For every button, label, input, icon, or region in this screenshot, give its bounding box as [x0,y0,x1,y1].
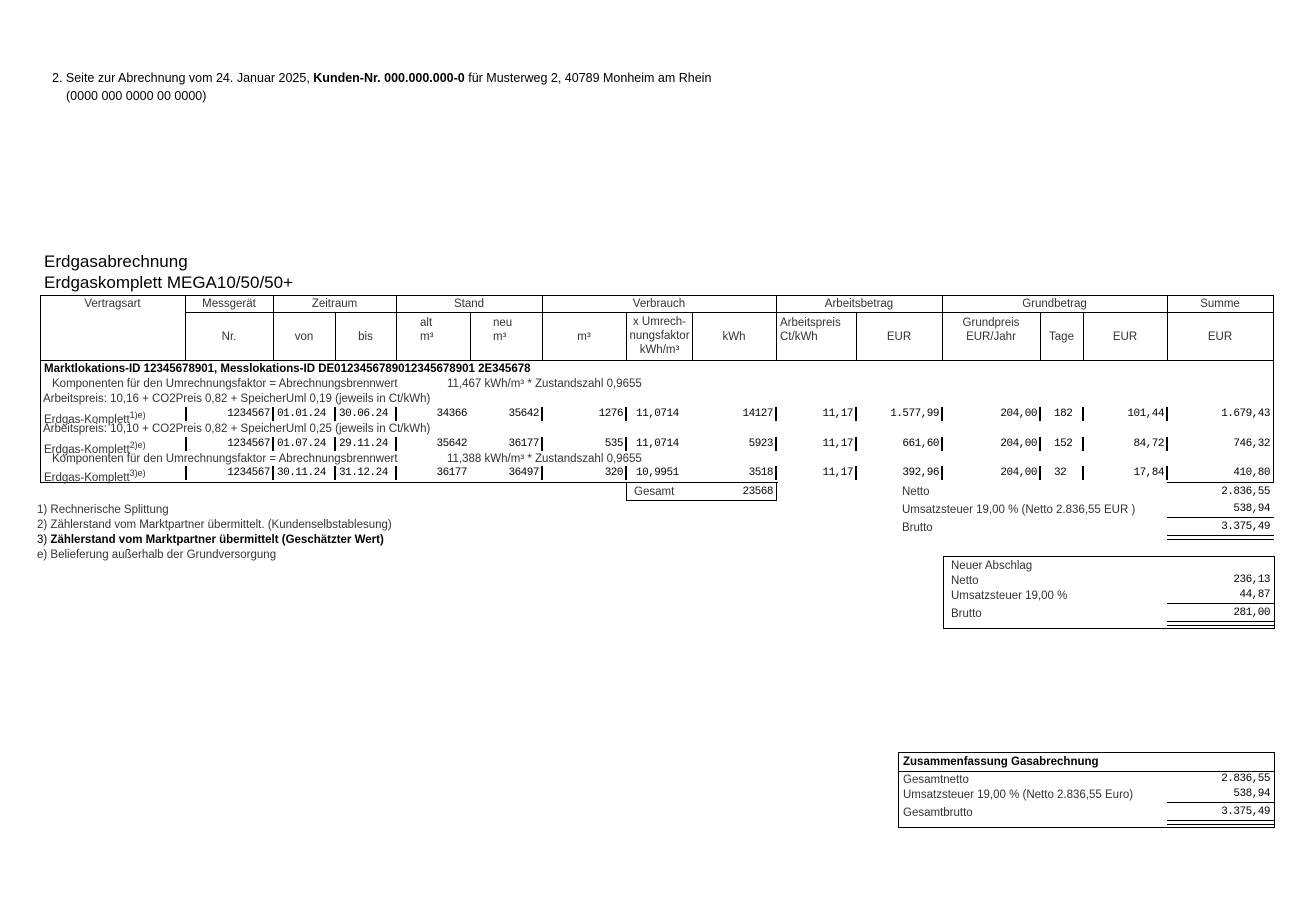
sub-kwh: kWh [722,331,746,343]
row-art: Erdgas-Komplett$^{3)e)}$ [44,468,146,484]
sub-neu: neu [493,317,513,329]
umrechnung-components-1: Komponenten für den Umrechnungsfaktor = Abrechnungsbrennwert [52,378,398,390]
cell-alt: 34366 [436,408,467,420]
cell-arbeitspreis: 11,17 [822,408,853,420]
sub-umrechnung-2: nungsfaktor [629,330,690,342]
ust-value: 538,94 [1233,503,1270,515]
cell-von: 01.07.24 [277,438,326,450]
gesamt-kwh: 23568 [742,486,773,498]
abschlag-brutto-label: Brutto [951,608,982,620]
sub-grundpreis: Grundpreis [962,317,1020,329]
sub-m3: m³ [577,331,591,343]
cell-grundpreis: 204,00 [1000,467,1037,479]
invoice-header-line [52,71,711,85]
abschlag-ust-value: 44,87 [1239,589,1270,601]
sub-umrechnung-3: kWh/m³ [639,344,680,356]
col-messgeraet: Messgerät [202,298,256,310]
page-title: Erdgasabrechnung [44,252,188,271]
cell-von: 01.01.24 [277,408,326,420]
cell-kwh: 3518 [748,467,773,479]
umrechnung-values-2: 11,388 kWh/m³ * Zustandszahl 0,9655 [447,453,642,465]
sub-umrechnung-1: x Umrech- [632,316,687,328]
marktlokation-line: Marktlokations-ID 12345678901, Messlokations-ID DE0123456789012345678901 2E345678 [44,363,531,375]
cell-faktor: 10,9951 [636,467,679,479]
col-vertragsart: Vertragsart [84,298,141,310]
footnote-e: e) Belieferung außerhalb der Grundversorgung [37,549,277,561]
cell-ap-eur: 661,60 [902,438,939,450]
sub-neu-unit: m³ [493,331,507,343]
cell-nr: 1234567 [227,408,270,420]
row-art: Erdgas-Komplett$^{2)e)}$ [44,440,146,456]
customer-number: Kunden-Nr. 000.000.000-0 [313,71,465,85]
summary-box [898,752,1275,828]
ust-label: Umsatzsteuer 19,00 % (Netto 2.836,55 EUR ) [902,504,1136,516]
cell-nr: 1234567 [227,438,270,450]
cell-alt: 35642 [436,438,467,450]
gesamt-label: Gesamt [634,486,675,498]
cell-m3: 1276 [598,408,623,420]
footnote-2: 2) Zählerstand vom Marktpartner übermittelt. (Kundenselbstablesung) [37,519,392,531]
cell-ap-eur: 1.577,99 [890,408,939,420]
summary-ust-value: 538,94 [1233,788,1270,800]
cell-summe: 410,80 [1233,467,1270,479]
col-zeitraum: Zeitraum [311,298,358,310]
sub-alt-unit: m³ [420,331,434,343]
cell-gp-eur: 17,84 [1133,467,1164,479]
brutto-label: Brutto [902,522,933,534]
col-stand: Stand [453,298,485,310]
sub-ap-eur: EUR [886,331,912,343]
brutto-value: 3.375,49 [1221,521,1270,533]
cell-m3: 535 [604,438,623,450]
cell-arbeitspreis: 11,17 [822,467,853,479]
cell-bis: 29.11.24 [339,438,388,450]
summary-ust-label: Umsatzsteuer 19,00 % (Netto 2.836,55 Euro) [903,789,1134,801]
header-address: für Musterweg 2, 40789 Monheim am Rhein [464,71,712,85]
cell-alt: 36177 [436,467,467,479]
sub-arbeitspreis: Arbeitspreis [780,317,841,329]
cell-arbeitspreis: 11,17 [822,438,853,450]
footnote-1: 1) Rechnerische Splittung [37,504,169,516]
sub-tage: Tage [1049,331,1074,343]
header-account-number: (0000 000 0000 00 0000) [66,89,207,103]
cell-von: 30.11.24 [277,467,326,479]
cell-ap-eur: 392,96 [902,467,939,479]
cell-bis: 30.06.24 [339,408,388,420]
row-art: Erdgas-Komplett$^{1)e)}$ [44,410,146,426]
abschlag-box [943,556,1275,629]
cell-kwh: 14127 [742,408,773,420]
summary-netto-value: 2.836,55 [1221,773,1270,785]
abschlag-title: Neuer Abschlag [951,560,1033,572]
sub-von: von [294,331,314,343]
cell-tage: 182 [1054,408,1073,420]
cell-summe: 746,32 [1233,438,1270,450]
abschlag-netto-label: Netto [951,575,979,587]
sub-gp-eur: EUR [1112,331,1138,343]
cell-neu: 36497 [508,467,539,479]
col-summe: Summe [1200,298,1240,310]
sub-grundpreis-unit: EUR/Jahr [966,331,1016,343]
sub-bis: bis [358,331,373,343]
sub-nr: Nr. [221,331,237,343]
cell-gp-eur: 84,72 [1133,438,1164,450]
summary-title: Zusammenfassung Gasabrechnung [903,756,1099,768]
umrechnung-values-1: 11,467 kWh/m³ * Zustandszahl 0,9655 [447,378,642,390]
col-arbeitsbetrag: Arbeitsbetrag [824,298,894,310]
cell-summe: 1.679,43 [1221,408,1270,420]
tariff-title: Erdgaskomplett MEGA10/50/50+ [44,273,293,292]
cell-grundpreis: 204,00 [1000,408,1037,420]
sub-sum-eur: EUR [1207,331,1233,343]
cell-bis: 31.12.24 [339,467,388,479]
cell-neu: 36177 [508,438,539,450]
sub-alt: alt [420,317,433,329]
umrechnung-components-2: Komponenten für den Umrechnungsfaktor = Abrechnungsbrennwert [52,453,398,465]
col-grundbetrag: Grundbetrag [1022,298,1087,310]
cell-nr: 1234567 [227,467,270,479]
abschlag-netto-value: 236,13 [1233,574,1270,586]
summary-brutto-value: 3.375,49 [1221,806,1270,818]
footnote-3: 3) Zählerstand vom Marktpartner übermittelt (Geschätzter Wert) [37,534,384,546]
arbeitspreis-info-1: Arbeitspreis: 10,16 + CO2Preis 0,82 + SpeicherUml 0,19 (jeweils in Ct/kWh) [43,393,431,405]
cell-faktor: 11,0714 [636,438,679,450]
summary-netto-label: Gesamtnetto [903,774,969,786]
cell-kwh: 5923 [748,438,773,450]
cell-gp-eur: 101,44 [1127,408,1164,420]
header-text: 2. Seite zur Abrechnung vom 24. Januar 2025, [52,71,314,85]
cell-m3: 320 [604,467,623,479]
col-verbrauch: Verbrauch [632,298,686,310]
abschlag-brutto-value: 281,00 [1233,607,1270,619]
cell-grundpreis: 204,00 [1000,438,1037,450]
arbeitspreis-info-2: Arbeitspreis: 10,10 + CO2Preis 0,82 + SpeicherUml 0,25 (jeweils in Ct/kWh) [43,423,431,435]
summary-brutto-label: Gesamtbrutto [903,807,973,819]
cell-faktor: 11,0714 [636,408,679,420]
cell-neu: 35642 [508,408,539,420]
sub-arbeitspreis-unit: Ct/kWh [780,331,818,343]
cell-tage: 32 [1054,467,1067,479]
abschlag-ust-label: Umsatzsteuer 19,00 % [951,590,1068,602]
cell-tage: 152 [1054,438,1073,450]
netto-value: 2.836,55 [1221,486,1270,498]
netto-label: Netto [902,486,930,498]
